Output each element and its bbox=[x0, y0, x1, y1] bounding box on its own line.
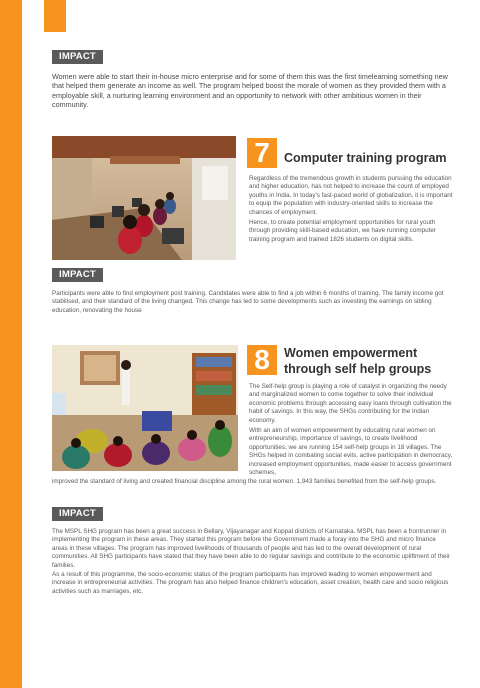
section-number-7: 7 bbox=[247, 138, 277, 168]
section-title-women-empowerment-line2: through self help groups bbox=[284, 362, 432, 376]
section-8-paragraph: With an aim of women empowerment by educating rural women on entrepreneurship, importance of savings, to create livelihood opportunities, we are running 154 self-help groups in 18 villages. The SHGs helped in combating social evils, active participation in democracy, increased employment opportunities, made easier to access government schemes, bbox=[249, 427, 453, 477]
section-8-continuation-text: improved the standard of living and created financial discipline among the rural women. 1,943 families benefited from the self-help groups. bbox=[52, 478, 437, 485]
section-title-women-empowerment-line1: Women empowerment bbox=[284, 346, 418, 360]
shg-impact-text-2: As a result of this programme, the socio-economic status of the program participants has improved leading to women empowerment and increase in entrepreneurial activities. The program has also helped finance children's education, asset creation, health care and socio religious activities such as marriages, etc. bbox=[52, 571, 449, 595]
section-title-computer-training: Computer training program bbox=[284, 151, 447, 165]
impact-heading: IMPACT bbox=[52, 268, 103, 282]
section-7-paragraph: Hence, to create potential employment opportunities for rural youth through providing skill-based education, we have running computer training program and trained 1826 students on digital skills. bbox=[249, 219, 436, 243]
self-help-group-photo bbox=[52, 345, 238, 471]
section-7-description bbox=[249, 175, 454, 246]
section-7-paragraph: Regardless of the tremendous growth in students pursuing the education and higher education, has not helped to increase the count of employed youths in India. In today's fast-paced world of globalization, it is important to equip the population with industry-oriented skills to increase the chances of employment. bbox=[249, 175, 453, 216]
left-accent-stripe bbox=[0, 0, 22, 688]
shg-impact-text: The MSPL SHG program has been a great success in Bellary, Vijayanagar and Koppal districts of Karnataka. MSPL has been a frontrunner in implementing the program in these areas. They started this program before the Government made a foray into the SHG and micro finance areas in these villages. The program has improved livelihoods of thousands of people and has led to the overall development of rural communities. All SHG participants have stated that they have been able to do regular savings and contribute to the economic upliftment of their families. bbox=[52, 528, 450, 569]
section-number-8: 8 bbox=[247, 345, 277, 375]
section-8-description bbox=[249, 383, 454, 479]
intro-impact-text: Women were able to start their in-house micro enterprise and for some of them this was the first timelearning something new that helped them generate an income as well. The program helped boost the morale of women as they provided them with a employable skill, a nurturing learning environment and an opportunity to network with other ambitious women in their community. bbox=[52, 72, 448, 110]
computer-training-impact-text: Participants were able to find employment post training. Candidates were able to find a job within 6 months of training. The family income got stabilised, and their standard of the living changed. This change has led to some developments such as investing the earnings on sibling education, renovating the house bbox=[52, 290, 444, 314]
top-accent-block bbox=[44, 0, 66, 32]
impact-heading: IMPACT bbox=[52, 507, 103, 521]
impact-heading: IMPACT bbox=[52, 50, 103, 64]
computer-lab-photo bbox=[52, 136, 236, 260]
section-8-paragraph: The Self-help group is playing a role of catalyst in organizing the needy and marginalized women to come together to solve their individual economic problems through accessing easy loans through cultivation the habit of savings. In this way, the SHGs contributing for the Indian economy. bbox=[249, 383, 452, 424]
